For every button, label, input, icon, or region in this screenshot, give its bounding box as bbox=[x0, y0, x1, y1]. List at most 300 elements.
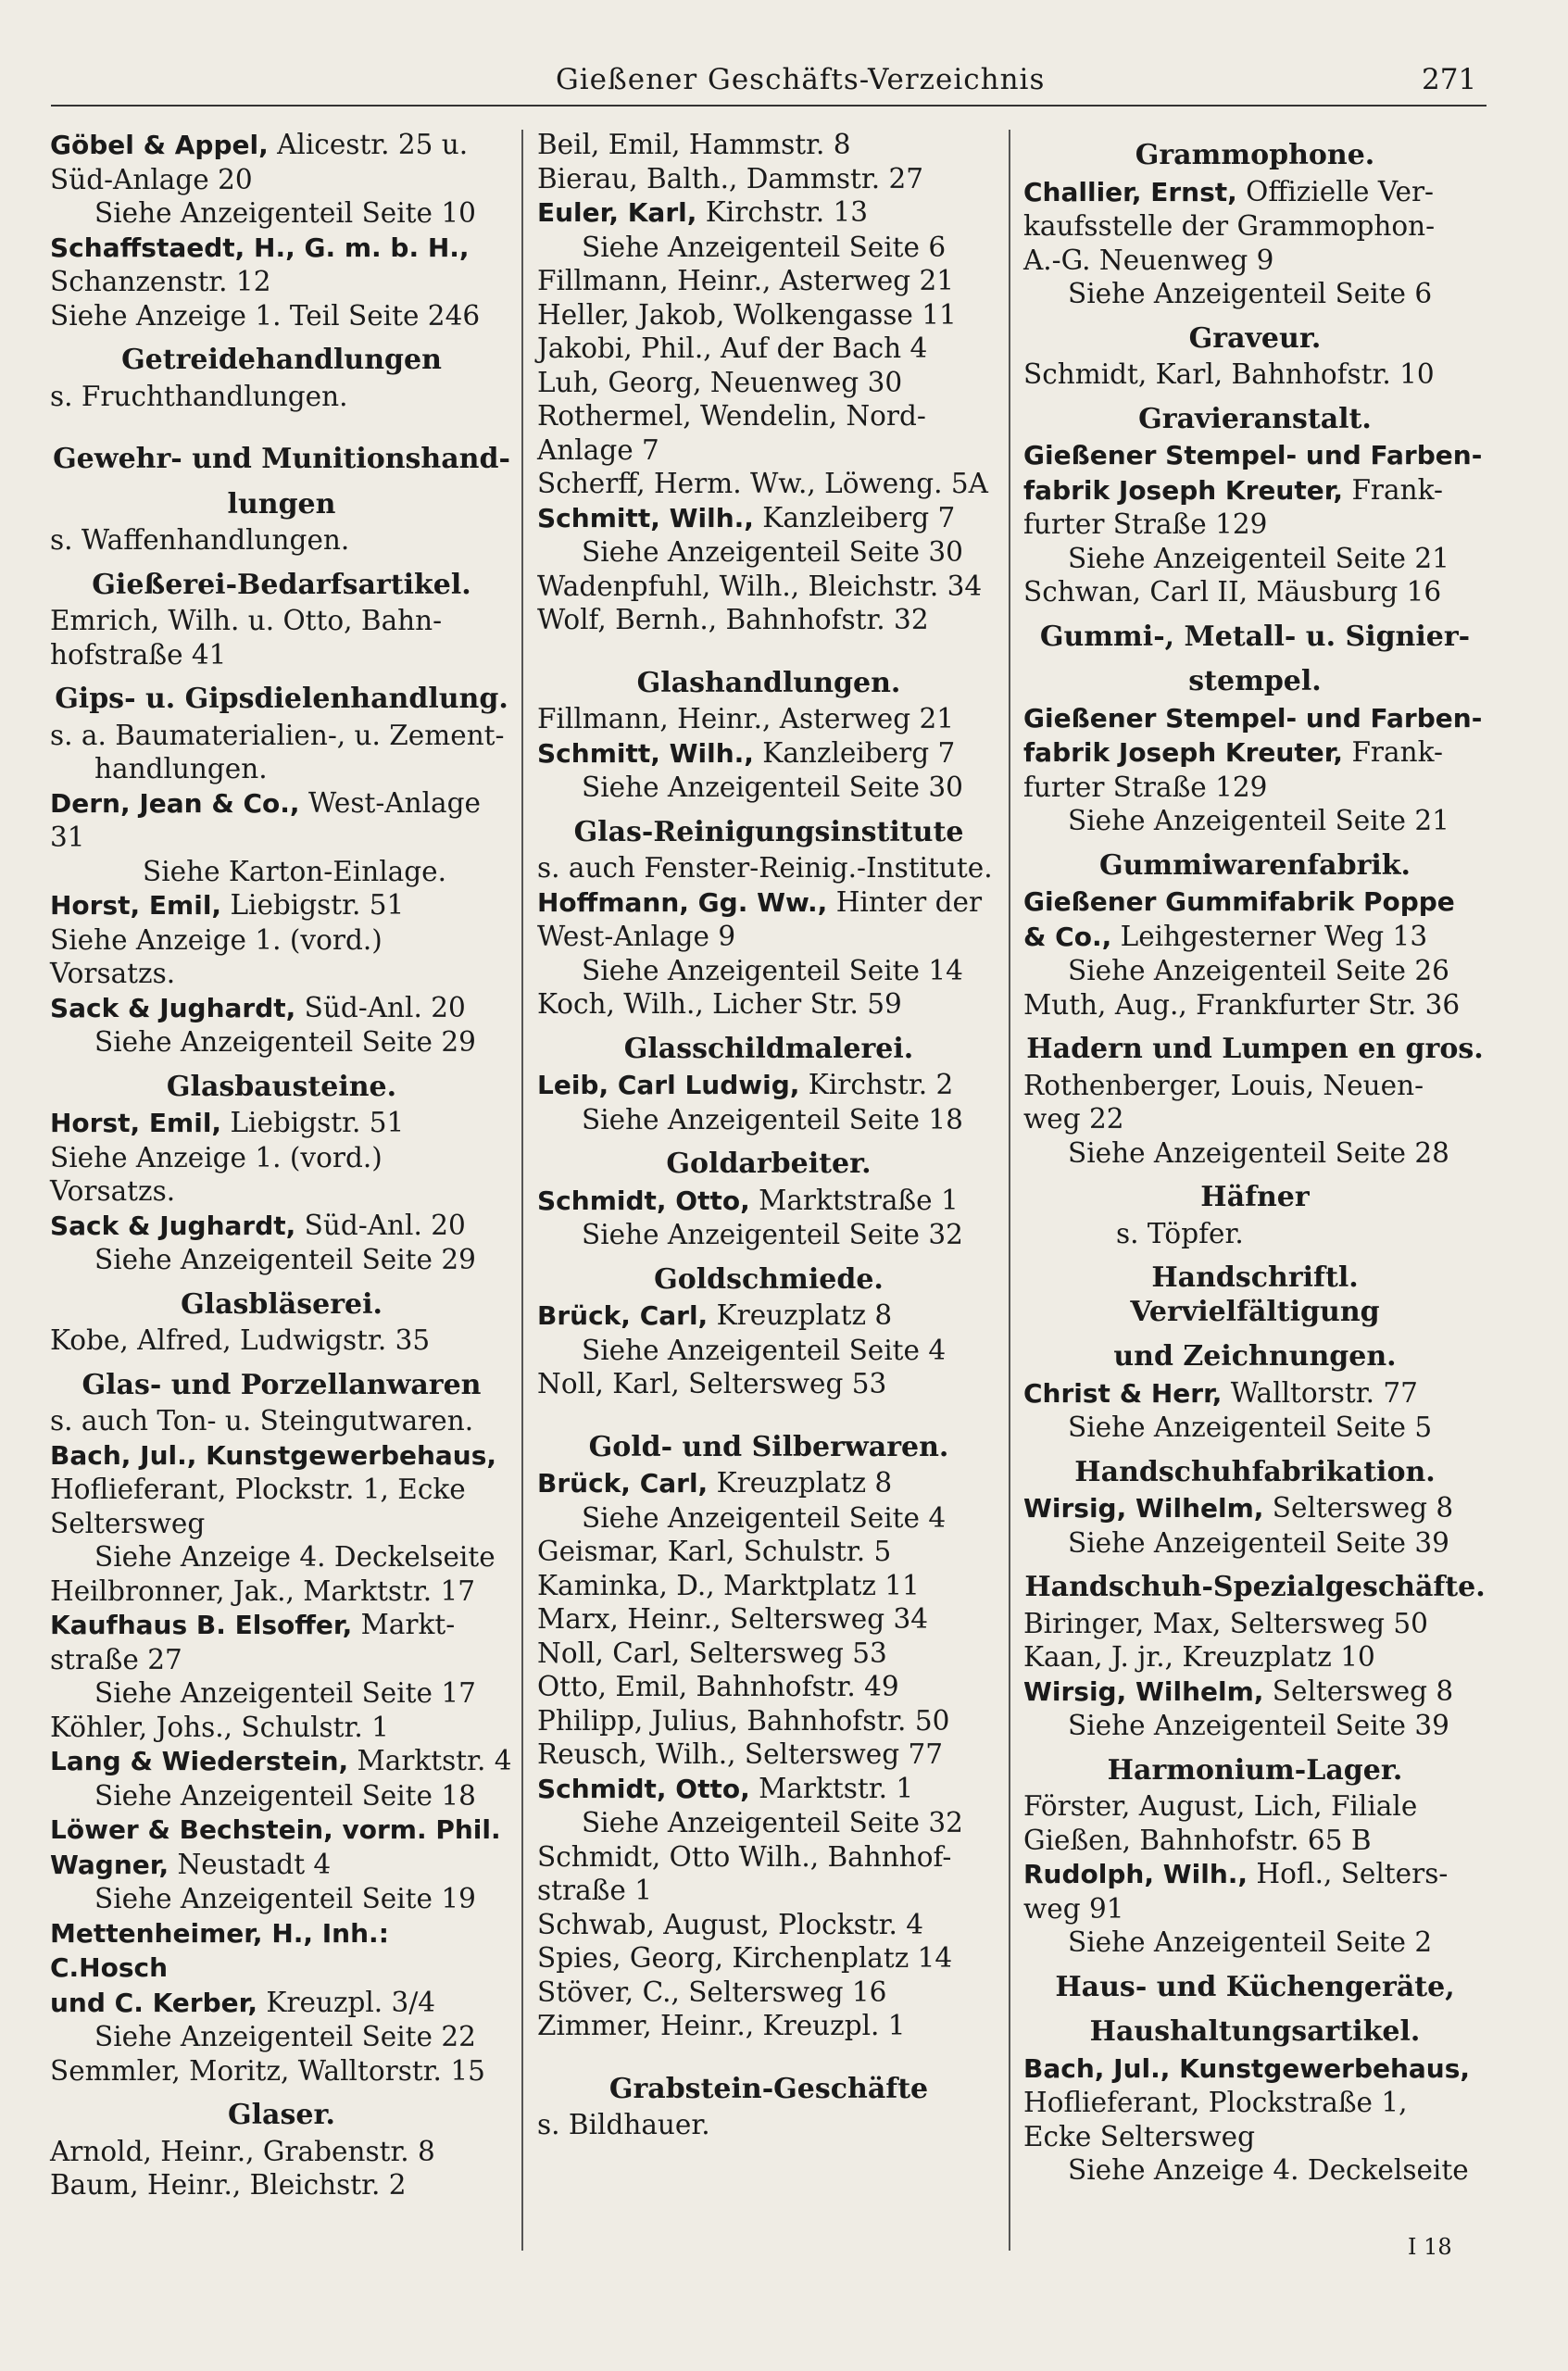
listing-text: Neustadt 4 bbox=[169, 1848, 332, 1880]
section-heading bbox=[1023, 1261, 1486, 1329]
listing-text: A.-G. Neuenweg 9 bbox=[1023, 244, 1274, 276]
listing-text: Jakobi, Phil., Auf der Bach 4 bbox=[537, 332, 928, 364]
listing-text: Siehe Anzeigenteil Seite 32 bbox=[582, 1219, 963, 1250]
listing-line bbox=[50, 265, 513, 299]
section-heading bbox=[1023, 665, 1486, 699]
business-name: Dern, Jean & Co., bbox=[50, 787, 300, 819]
listing-line bbox=[50, 923, 513, 991]
listing-text: Liebigstr. 51 bbox=[221, 1107, 405, 1138]
business-name: Challier, Ernst, bbox=[1023, 176, 1237, 207]
listing-text: Glasbläserei. bbox=[181, 1287, 383, 1321]
listing-line bbox=[50, 1209, 513, 1244]
section-heading bbox=[537, 1431, 1000, 1465]
business-name: Rudolph, Wilh., bbox=[1023, 1859, 1248, 1889]
listing-text: Siehe Anzeige 4. Deckelseite bbox=[1068, 2154, 1469, 2186]
listing-line bbox=[537, 1466, 1000, 1501]
listing-line bbox=[537, 1367, 1000, 1401]
section-heading bbox=[1023, 1033, 1486, 1067]
listing-line bbox=[50, 1779, 513, 1813]
listing-line bbox=[537, 1806, 1000, 1840]
listing-text: Hadern und Lumpen en gros. bbox=[1026, 1033, 1484, 1065]
listing-text: Siehe Anzeigenteil Seite 22 bbox=[94, 2021, 476, 2052]
listing-line bbox=[50, 128, 513, 163]
listing-line bbox=[537, 433, 1000, 468]
listing-line bbox=[50, 1813, 513, 1848]
listing-line bbox=[537, 332, 1000, 366]
listing-line bbox=[537, 1103, 1000, 1137]
listing-line bbox=[1023, 244, 1486, 278]
section-heading bbox=[1023, 1181, 1486, 1215]
listing-text: Siehe Anzeigenteil Seite 19 bbox=[94, 1883, 476, 1914]
listing-text: Zimmer, Heinr., Kreuzpl. 1 bbox=[537, 2010, 906, 2041]
listing-text: Schwab, August, Plockstr. 4 bbox=[537, 1908, 923, 1940]
listing-line bbox=[537, 1569, 1000, 1603]
listing-text: Siehe Anzeigenteil Seite 29 bbox=[94, 1026, 476, 1058]
listing-text: West-Anlage 31 bbox=[50, 786, 481, 853]
listing-text: und Zeichnungen. bbox=[1113, 1340, 1397, 1373]
listing-text: Siehe Anzeigenteil Seite 17 bbox=[94, 1677, 476, 1709]
listing-text: hofstraße 41 bbox=[50, 638, 227, 671]
listing-text: Geismar, Karl, Schulstr. 5 bbox=[537, 1536, 892, 1567]
business-name: Wirsig, Wilhelm, bbox=[1023, 1675, 1264, 1707]
listing-text: Siehe Anzeigenteil Seite 18 bbox=[582, 1103, 963, 1135]
listing-line bbox=[1023, 1526, 1486, 1561]
listing-text: Marx, Heinr., Seltersweg 34 bbox=[537, 1603, 929, 1635]
listing-text: Leihgesterner Weg 13 bbox=[1111, 920, 1428, 952]
listing-line bbox=[50, 1473, 513, 1507]
business-name: Wagner, bbox=[50, 1849, 169, 1880]
listing-text: Siehe Anzeigenteil Seite 39 bbox=[1068, 1710, 1449, 1741]
page-number: 271 bbox=[1422, 63, 1477, 96]
listing-line bbox=[1023, 954, 1486, 988]
listing-text: Otto, Emil, Bahnhofstr. 49 bbox=[537, 1671, 899, 1702]
listing-line bbox=[537, 987, 1000, 1022]
listing-text: Hinter der bbox=[827, 885, 983, 918]
listing-text: Glas-Reinigungsinstitute bbox=[573, 815, 964, 848]
listing-text: Koch, Wilh., Licher Str. 59 bbox=[537, 988, 902, 1020]
section-heading bbox=[50, 683, 513, 717]
listing-text: s. Bildhauer. bbox=[537, 2109, 710, 2140]
listing-line bbox=[50, 1608, 513, 1643]
column-middle bbox=[537, 128, 1000, 2142]
listing-text: Siehe Anzeigenteil Seite 2 bbox=[1068, 1926, 1433, 1958]
listing-line bbox=[50, 1848, 513, 1883]
listing-text: Siehe Karton-Einlage. bbox=[143, 855, 446, 887]
listing-text: Offizielle Ver- bbox=[1236, 175, 1435, 207]
running-head bbox=[0, 63, 1568, 106]
listing-text: Siehe Anzeige 1. (vord.) Vorsatzs. bbox=[50, 1141, 383, 1207]
business-name: Gießener Gummifabrik Poppe bbox=[1023, 886, 1455, 917]
listing-text: Frank- bbox=[1343, 473, 1443, 506]
listing-line bbox=[537, 1334, 1000, 1368]
listing-text: Gießerei-Bedarfsartikel. bbox=[92, 568, 471, 601]
listing-line bbox=[537, 1670, 1000, 1704]
listing-line bbox=[537, 1637, 1000, 1671]
listing-line bbox=[537, 570, 1000, 604]
listing-text: Siehe Anzeigenteil Seite 26 bbox=[1068, 955, 1449, 986]
business-name: Mettenheimer, H., Inh.: C.Hosch bbox=[50, 1917, 389, 1983]
listing-line bbox=[537, 399, 1000, 433]
listing-text: straße 27 bbox=[50, 1643, 182, 1675]
listing-line bbox=[537, 1976, 1000, 2010]
listing-line bbox=[1023, 1136, 1486, 1171]
listing-line bbox=[1023, 358, 1486, 392]
listing-text: Kirchstr. 2 bbox=[799, 1069, 954, 1100]
listing-text: Siehe Anzeigenteil Seite 30 bbox=[582, 772, 963, 803]
section-heading bbox=[537, 1263, 1000, 1298]
listing-text: Frank- bbox=[1343, 736, 1443, 768]
listing-line bbox=[537, 1298, 1000, 1334]
listing-line bbox=[537, 298, 1000, 332]
listing-text: Seltersweg 8 bbox=[1263, 1492, 1454, 1524]
listing-text: Kaminka, D., Marktplatz 11 bbox=[537, 1569, 920, 1601]
section-heading bbox=[1023, 1971, 1486, 2005]
listing-line bbox=[50, 1025, 513, 1060]
listing-line bbox=[1023, 2051, 1486, 2087]
listing-text: Glasschildmalerei. bbox=[623, 1032, 914, 1065]
section-heading bbox=[50, 443, 513, 477]
business-name: fabrik Joseph Kreuter, bbox=[1023, 737, 1344, 768]
business-name: & Co., bbox=[1023, 921, 1112, 952]
listing-line bbox=[537, 501, 1000, 536]
listing-text: handlungen. bbox=[94, 753, 268, 784]
listing-line bbox=[537, 954, 1000, 988]
listing-line bbox=[537, 128, 1000, 162]
listing-text: kaufsstelle der Grammophon- bbox=[1023, 210, 1436, 242]
listing-line bbox=[50, 1676, 513, 1711]
listing-line bbox=[50, 523, 513, 558]
listing-text: Seltersweg 8 bbox=[1263, 1675, 1454, 1707]
listing-line bbox=[537, 1535, 1000, 1569]
listing-line bbox=[1023, 735, 1486, 771]
listing-line bbox=[50, 1507, 513, 1541]
listing-line bbox=[1023, 2086, 1486, 2120]
listing-text: Goldschmiede. bbox=[654, 1262, 884, 1296]
listing-text: s. Waffenhandlungen. bbox=[50, 524, 350, 556]
listing-text: Semmler, Moritz, Walltorstr. 15 bbox=[50, 2054, 485, 2087]
listing-line bbox=[50, 638, 513, 672]
section-heading bbox=[537, 1033, 1000, 1067]
section-heading bbox=[1023, 2015, 1486, 2050]
listing-line bbox=[1023, 988, 1486, 1022]
listing-text: weg 22 bbox=[1023, 1103, 1124, 1135]
listing-line bbox=[50, 2020, 513, 2054]
listing-line bbox=[50, 888, 513, 923]
section-heading bbox=[537, 2073, 1000, 2107]
listing-line bbox=[1023, 1824, 1486, 1858]
business-name: Bach, Jul., Kunstgewerbehaus, bbox=[50, 1439, 497, 1471]
listing-line bbox=[50, 1438, 513, 1474]
listing-line bbox=[50, 2168, 513, 2202]
listing-line bbox=[1023, 175, 1486, 210]
business-name: Gießener Stempel- und Farben- bbox=[1023, 440, 1483, 470]
listing-line bbox=[537, 366, 1000, 400]
section-heading bbox=[50, 1288, 513, 1323]
listing-text: Rothenberger, Louis, Neuen- bbox=[1023, 1069, 1424, 1101]
listing-line bbox=[1023, 1217, 1486, 1251]
listing-text: Spies, Georg, Kirchenplatz 14 bbox=[537, 1942, 953, 1974]
section-heading bbox=[1023, 849, 1486, 884]
listing-text: Muth, Aug., Frankfurter Str. 36 bbox=[1023, 988, 1461, 1021]
listing-line bbox=[537, 1737, 1000, 1772]
listing-text: Handschriftl. Vervielfältigung bbox=[1130, 1261, 1380, 1328]
spacer bbox=[537, 2043, 1000, 2062]
section-heading bbox=[537, 1148, 1000, 1182]
business-name: Bach, Jul., Kunstgewerbehaus, bbox=[1023, 2052, 1471, 2084]
listing-line bbox=[50, 1882, 513, 1916]
spacer bbox=[537, 1401, 1000, 1420]
listing-text: Kreuzpl. 3/4 bbox=[257, 1986, 436, 2018]
section-heading bbox=[537, 816, 1000, 850]
section-heading bbox=[1023, 1340, 1486, 1374]
business-name: Sack & Jughardt, bbox=[50, 1210, 296, 1241]
section-heading bbox=[50, 1071, 513, 1105]
listing-text: Philipp, Julius, Bahnhofstr. 50 bbox=[537, 1704, 950, 1737]
listing-text: Anlage 7 bbox=[537, 433, 659, 466]
listing-text: Goldarbeiter. bbox=[666, 1148, 872, 1180]
listing-text: Heilbronner, Jak., Marktstr. 17 bbox=[50, 1574, 476, 1607]
listing-line bbox=[537, 1184, 1000, 1219]
listing-text: Kanzleiberg 7 bbox=[753, 736, 956, 769]
section-heading bbox=[50, 344, 513, 378]
listing-line bbox=[537, 1874, 1000, 1908]
listing-text: Noll, Carl, Seltersweg 53 bbox=[537, 1637, 887, 1669]
listing-text: s. auch Fenster-Reinig.-Institute. bbox=[537, 852, 993, 884]
column-right bbox=[1023, 128, 1486, 2188]
listing-text: lungen bbox=[227, 487, 336, 521]
listing-text: Scherff, Herm. Ww., Löweng. 5A bbox=[537, 468, 988, 499]
listing-text: Kreuzplatz 8 bbox=[708, 1299, 893, 1331]
listing-text: Handschuh-Spezialgeschäfte. bbox=[1024, 1571, 1486, 1603]
listing-line bbox=[1023, 1069, 1486, 1103]
spacer bbox=[50, 413, 513, 432]
business-name: Hoffmann, Gg. Ww., bbox=[537, 886, 828, 918]
listing-text: furter Straße 129 bbox=[1023, 508, 1268, 540]
listing-line bbox=[1023, 1607, 1486, 1641]
listing-line bbox=[50, 1404, 513, 1438]
business-name: Schmidt, Otto, bbox=[537, 1773, 750, 1804]
listing-line bbox=[537, 1068, 1000, 1103]
business-name: Schmitt, Wilh., bbox=[537, 502, 754, 533]
listing-line bbox=[1023, 1376, 1486, 1411]
listing-text: Marktstr. 4 bbox=[348, 1745, 512, 1776]
listing-text: Siehe Anzeigenteil Seite 39 bbox=[1068, 1526, 1449, 1559]
business-name: Gießener Stempel- und Farben- bbox=[1023, 702, 1483, 734]
listing-line bbox=[50, 1106, 513, 1141]
business-name: Euler, Karl, bbox=[537, 197, 697, 228]
section-heading bbox=[50, 488, 513, 522]
listing-text: Schmidt, Karl, Bahnhofstr. 10 bbox=[1023, 358, 1435, 390]
listing-text: s. Töpfer. bbox=[1116, 1217, 1244, 1249]
listing-text: Siehe Anzeigenteil Seite 21 bbox=[1068, 542, 1449, 574]
listing-text: Siehe Anzeigenteil Seite 10 bbox=[94, 197, 476, 229]
listing-text: Marktstraße 1 bbox=[749, 1184, 959, 1216]
listing-line bbox=[1023, 804, 1486, 838]
listing-line bbox=[50, 604, 513, 638]
listing-line bbox=[1023, 438, 1486, 473]
listing-text: Siehe Anzeige 1. (vord.) Vorsatzs. bbox=[50, 923, 383, 989]
listing-line bbox=[1023, 508, 1486, 542]
business-name: Horst, Emil, bbox=[50, 890, 222, 921]
section-heading bbox=[50, 569, 513, 603]
listing-text: s. Fruchthandlungen. bbox=[50, 380, 348, 412]
listing-text: Siehe Anzeigenteil Seite 6 bbox=[582, 231, 947, 263]
listing-line bbox=[537, 885, 1000, 921]
listing-text: Fillmann, Heinr., Asterweg 21 bbox=[537, 703, 955, 734]
listing-text: Hoflieferant, Plockstraße 1, bbox=[1023, 2087, 1408, 2118]
listing-text: Alicestr. 25 u. bbox=[268, 129, 469, 160]
business-name: Christ & Herr, bbox=[1023, 1377, 1223, 1409]
listing-text: Hofl., Selters- bbox=[1248, 1858, 1449, 1889]
listing-line bbox=[537, 1772, 1000, 1807]
running-title: Gießener Geschäfts-Verzeichnis bbox=[556, 63, 1046, 96]
listing-line bbox=[537, 702, 1000, 736]
listing-text: Bierau, Balth., Dammstr. 27 bbox=[537, 162, 924, 194]
listing-text: Gießen, Bahnhofstr. 65 B bbox=[1023, 1824, 1372, 1856]
listing-text: Haushaltungsartikel. bbox=[1089, 2015, 1421, 2048]
listing-text: Schmidt, Otto Wilh., Bahnhof- bbox=[537, 1840, 952, 1873]
section-heading bbox=[50, 1369, 513, 1403]
section-heading bbox=[1023, 322, 1486, 357]
listing-line bbox=[1023, 920, 1486, 955]
listing-text: Markt- bbox=[352, 1609, 456, 1640]
listing-text: Arnold, Heinr., Grabenstr. 8 bbox=[50, 2135, 435, 2167]
listing-text: Luh, Georg, Neuenweg 30 bbox=[537, 366, 903, 398]
listing-text: Marktstr. 1 bbox=[749, 1772, 914, 1804]
listing-text: Grammophone. bbox=[1135, 139, 1375, 171]
listing-text: Baum, Heinr., Bleichstr. 2 bbox=[50, 2169, 407, 2201]
business-name: Sack & Jughardt, bbox=[50, 992, 296, 1023]
printer-signature: I 18 bbox=[1408, 2234, 1452, 2260]
business-name: Göbel & Appel, bbox=[50, 130, 269, 160]
listing-text: Siehe Anzeigenteil Seite 29 bbox=[94, 1244, 476, 1275]
listing-line bbox=[50, 1643, 513, 1677]
listing-text: Glaser. bbox=[228, 2099, 335, 2131]
listing-text: Siehe Anzeigenteil Seite 28 bbox=[1068, 1136, 1449, 1169]
section-heading bbox=[1023, 621, 1486, 655]
listing-line bbox=[1023, 1675, 1486, 1710]
listing-text: Heller, Jakob, Wolkengasse 11 bbox=[537, 298, 957, 331]
business-name: Schmidt, Otto, bbox=[537, 1185, 750, 1216]
listing-text: s. a. Baumaterialien-, u. Zement- bbox=[50, 719, 505, 751]
listing-line bbox=[537, 1908, 1000, 1942]
listing-text: Siehe Anzeigenteil Seite 18 bbox=[94, 1779, 476, 1812]
business-name: fabrik Joseph Kreuter, bbox=[1023, 474, 1344, 506]
section-heading bbox=[1023, 1456, 1486, 1490]
listing-line bbox=[537, 920, 1000, 954]
column-divider-2 bbox=[1009, 130, 1010, 2251]
business-name: Schaffstaedt, H., G. m. b. H., bbox=[50, 232, 470, 263]
business-name: Wirsig, Wilhelm, bbox=[1023, 1493, 1264, 1524]
section-heading bbox=[1023, 139, 1486, 173]
column-divider-1 bbox=[521, 130, 523, 2251]
listing-text: Seltersweg bbox=[50, 1507, 206, 1539]
listing-line bbox=[537, 1704, 1000, 1738]
listing-text: Süd-Anlage 20 bbox=[50, 163, 253, 195]
business-name: und C. Kerber, bbox=[50, 1987, 257, 2018]
listing-text: Liebigstr. 51 bbox=[221, 889, 405, 921]
business-name: Schmitt, Wilh., bbox=[537, 737, 754, 769]
listing-text: Walltorstr. 77 bbox=[1222, 1376, 1418, 1409]
listing-text: Siehe Anzeigenteil Seite 4 bbox=[582, 1334, 947, 1366]
listing-text: Gewehr- und Munitionshand- bbox=[53, 443, 510, 475]
listing-text: Siehe Anzeigenteil Seite 6 bbox=[1068, 278, 1433, 309]
listing-text: Hoflieferant, Plockstr. 1, Ecke bbox=[50, 1474, 466, 1505]
listing-line bbox=[1023, 542, 1486, 576]
listing-line bbox=[50, 991, 513, 1026]
listing-line bbox=[537, 1501, 1000, 1536]
listing-line bbox=[1023, 1892, 1486, 1926]
listing-text: furter Straße 129 bbox=[1023, 771, 1268, 803]
listing-line bbox=[537, 2009, 1000, 2043]
listing-line bbox=[50, 1574, 513, 1609]
listing-line bbox=[1023, 1926, 1486, 1960]
listing-text: Süd-Anl. 20 bbox=[295, 1209, 466, 1241]
listing-text: Siehe Anzeigenteil Seite 4 bbox=[582, 1501, 947, 1534]
listing-line bbox=[1023, 277, 1486, 311]
listing-text: Süd-Anl. 20 bbox=[295, 991, 466, 1023]
listing-line bbox=[537, 162, 1000, 196]
listing-line bbox=[50, 1243, 513, 1277]
section-heading bbox=[537, 667, 1000, 701]
listing-text: Reusch, Wilh., Seltersweg 77 bbox=[537, 1738, 944, 1770]
listing-text: Biringer, Max, Seltersweg 50 bbox=[1023, 1607, 1428, 1639]
listing-line bbox=[50, 2054, 513, 2089]
listing-line bbox=[1023, 1789, 1486, 1824]
listing-text: Siehe Anzeige 1. Teil Seite 246 bbox=[50, 299, 481, 332]
listing-line bbox=[1023, 2153, 1486, 2188]
section-heading bbox=[50, 2099, 513, 2133]
listing-text: Getreidehandlungen bbox=[121, 344, 442, 376]
listing-text: Harmonium-Lager. bbox=[1107, 1753, 1403, 1787]
listing-line bbox=[537, 1218, 1000, 1252]
column-left bbox=[50, 128, 513, 2202]
listing-text: Förster, August, Lich, Filiale bbox=[1023, 1790, 1418, 1822]
listing-text: Köhler, Johs., Schulstr. 1 bbox=[50, 1711, 389, 1743]
listing-text: Wolf, Bernh., Bahnhofstr. 32 bbox=[537, 604, 929, 635]
spacer bbox=[537, 637, 1000, 656]
listing-text: Glas- und Porzellanwaren bbox=[82, 1368, 482, 1401]
listing-line bbox=[50, 1711, 513, 1745]
listing-line bbox=[1023, 209, 1486, 244]
business-name: Leib, Carl Ludwig, bbox=[537, 1070, 800, 1100]
listing-text: Noll, Karl, Seltersweg 53 bbox=[537, 1368, 887, 1399]
listing-text: weg 91 bbox=[1023, 1892, 1124, 1925]
section-heading bbox=[1023, 403, 1486, 437]
listing-text: Kirchstr. 13 bbox=[696, 196, 868, 228]
listing-text: Gold- und Silberwaren. bbox=[588, 1430, 949, 1463]
listing-text: s. auch Ton- u. Steingutwaren. bbox=[50, 1405, 474, 1436]
listing-line bbox=[1023, 575, 1486, 609]
listing-line bbox=[1023, 884, 1486, 920]
listing-text: Wadenpfuhl, Wilh., Bleichstr. 34 bbox=[537, 570, 983, 602]
listing-text: Fillmann, Heinr., Asterweg 21 bbox=[537, 265, 955, 296]
listing-line bbox=[50, 1916, 513, 1986]
listing-line bbox=[537, 1602, 1000, 1637]
listing-text: Kreuzplatz 8 bbox=[708, 1467, 893, 1499]
listing-line bbox=[50, 719, 513, 753]
listing-text: Ecke Seltersweg bbox=[1023, 2120, 1256, 2152]
business-name: Brück, Carl, bbox=[537, 1300, 709, 1331]
listing-text: Emrich, Wilh. u. Otto, Bahn- bbox=[50, 605, 443, 636]
listing-text: Schanzenstr. 12 bbox=[50, 266, 271, 297]
listing-text: Gips- u. Gipsdielenhandlung. bbox=[55, 683, 508, 715]
listing-text: Handschuhfabrikation. bbox=[1074, 1455, 1436, 1488]
listing-text: Grabstein-Geschäfte bbox=[608, 2072, 929, 2105]
listing-line bbox=[537, 195, 1000, 231]
listing-line bbox=[1023, 1709, 1486, 1743]
listing-text: Haus- und Küchengeräte, bbox=[1055, 1970, 1455, 2003]
